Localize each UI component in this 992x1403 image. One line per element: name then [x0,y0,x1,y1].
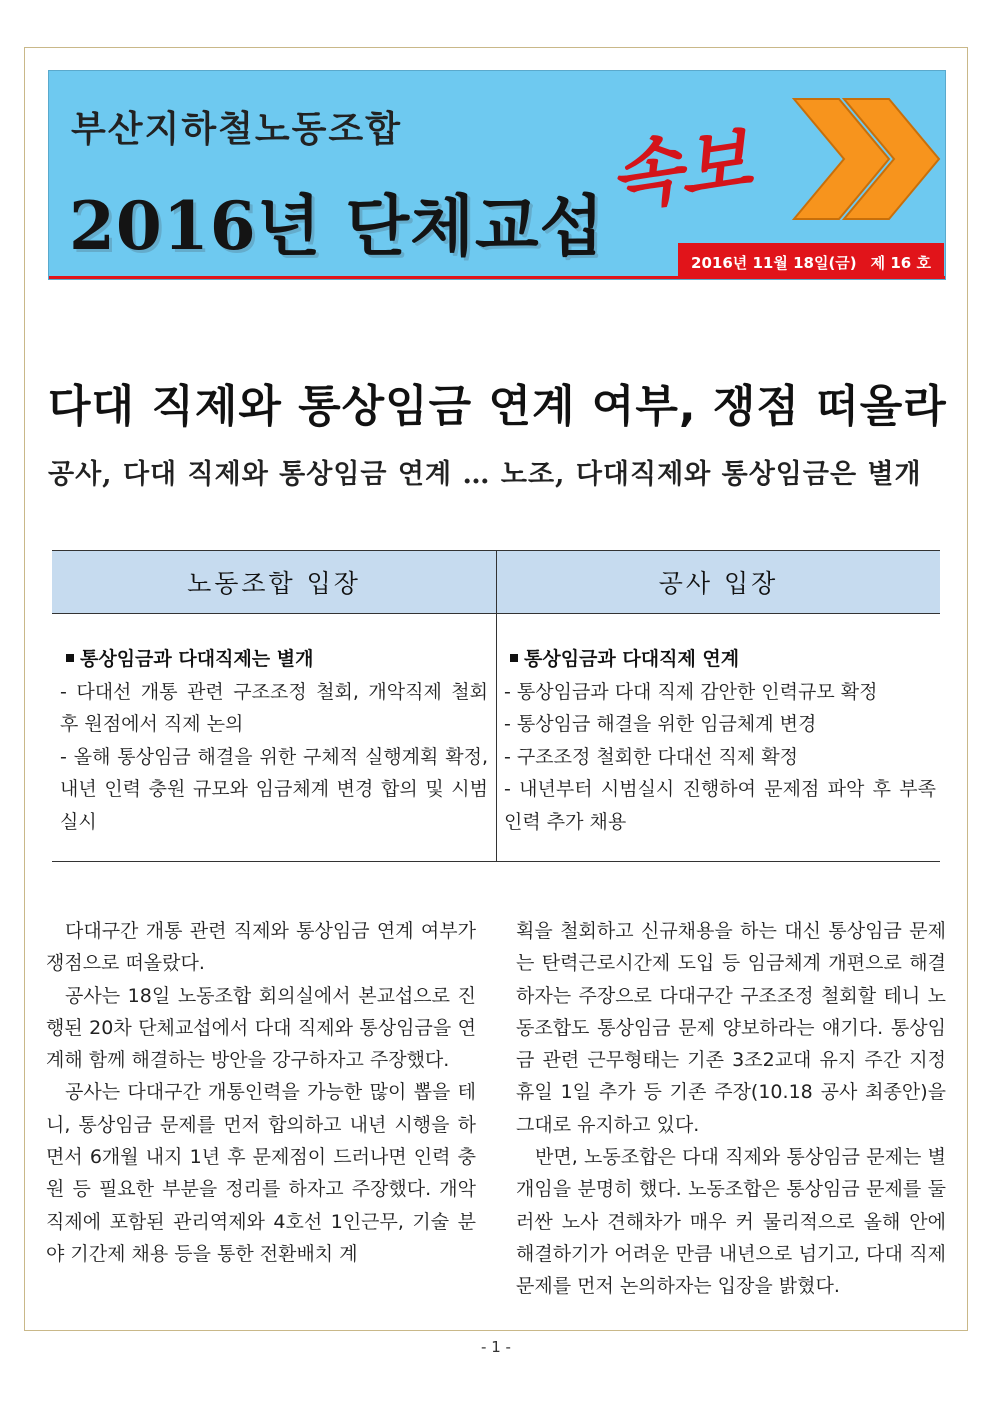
square-bullet-icon [510,654,518,662]
body-column-left [46,915,476,1270]
paragraph: 다대구간 개통 관련 직제와 통상임금 연계 여부가 쟁점으로 떠올랐다. [46,920,476,975]
union-position-cell [60,643,488,838]
headline: 다대 직제와 통상임금 연계 여부, 쟁점 떠올라 [48,381,947,432]
newsletter-banner [48,70,946,280]
positions-table [52,550,940,862]
issue-date: 2016년 11월 18일(금) [691,253,857,272]
list-item: - 다대선 개통 관련 구조조정 철회, 개악직제 철회 후 원점에서 직제 논의 [60,680,488,735]
bulletin-label: 속보 [604,117,755,223]
union-position-title: 통상임금과 다대직제는 별개 [60,643,488,676]
union-name: 부산지하철노동조합 [71,109,402,150]
list-item: - 구조조정 철회한 다대선 직제 확정 [504,745,799,768]
corporation-position-header: 공사 입장 [658,569,779,598]
paragraph: 반면, 노동조합은 다대 직제와 통상임금 문제는 별개임을 분명히 했다. 노동조합은 통상임금 문제를 둘러싼 노사 견해차가 매우 커 물리적으로 올해 안에 해결하기가 어려운 만큼 내년으로 넘기고, 다대 직제 문제를 먼저 논의하자는 입장을 밝혔다. [516,1146,946,1298]
corporation-position-title: 통상임금과 다대직제 연계 [504,643,936,676]
list-item: - 통상임금과 다대 직제 감안한 인력규모 확정 [504,680,878,703]
list-item: - 내년부터 시범실시 진행하여 문제점 파악 후 부족 인력 추가 채용 [504,778,936,833]
corporation-position-cell [504,643,936,838]
paragraph: 획을 철회하고 신규채용을 하는 대신 통상임금 문제는 탄력근로시간제 도입 등 임금체계 개편으로 해결하자는 주장으로 다대구간 구조조정 철회할 테니 노동조합도 통상임금 문제 양보하라는 얘기다. 통상임금 관련 근무형태는 기존 3조2교대 유지 주간 지정휴일 1일 추가 등 기존 주장(10.18 공사 최종안)을 그대로 유지하고 있다. [516,920,946,1136]
list-item: - 통상임금 해결을 위한 임금체계 변경 [504,713,817,735]
page-number: - 1 - [481,1338,511,1356]
union-position-header: 노동조합 입장 [187,569,361,598]
square-bullet-icon [66,654,74,662]
list-item: - 올해 통상임금 해결을 위한 구체적 실행계획 확정, 내년 인력 충원 규모와 임금체계 변경 합의 및 시범실시 [60,745,488,833]
subheadline: 공사, 다대 직제와 통상임금 연계 … 노조, 다대직제와 통상임금은 별개 [48,459,922,490]
body-column-right [516,915,946,1303]
banner-title: 2016년 단체교섭 [69,187,605,265]
table-divider [496,551,497,861]
issue-info [678,243,944,280]
paragraph: 공사는 다대구간 개통인력을 가능한 많이 뽑을 테니, 통상임금 문제를 먼저 합의하고 내년 시행을 하면서 6개월 내지 1년 후 문제점이 드러나면 인력 충원 등 필요한 부분을 정리를 하자고 주장했다. 개악 직제에 포함된 관리역제와 4호선 1인근무, 기술 분야 기간제 채용 등을 통한 전환배치 계 [46,1081,476,1265]
double-chevron-icon [784,79,944,239]
paragraph: 공사는 18일 노동조합 회의실에서 본교섭으로 진행된 20차 단체교섭에서 다대 직제와 통상임금을 연계해 함께 해결하는 방안을 강구하자고 주장했다. [46,984,476,1072]
issue-number: 제 16 호 [870,253,931,272]
